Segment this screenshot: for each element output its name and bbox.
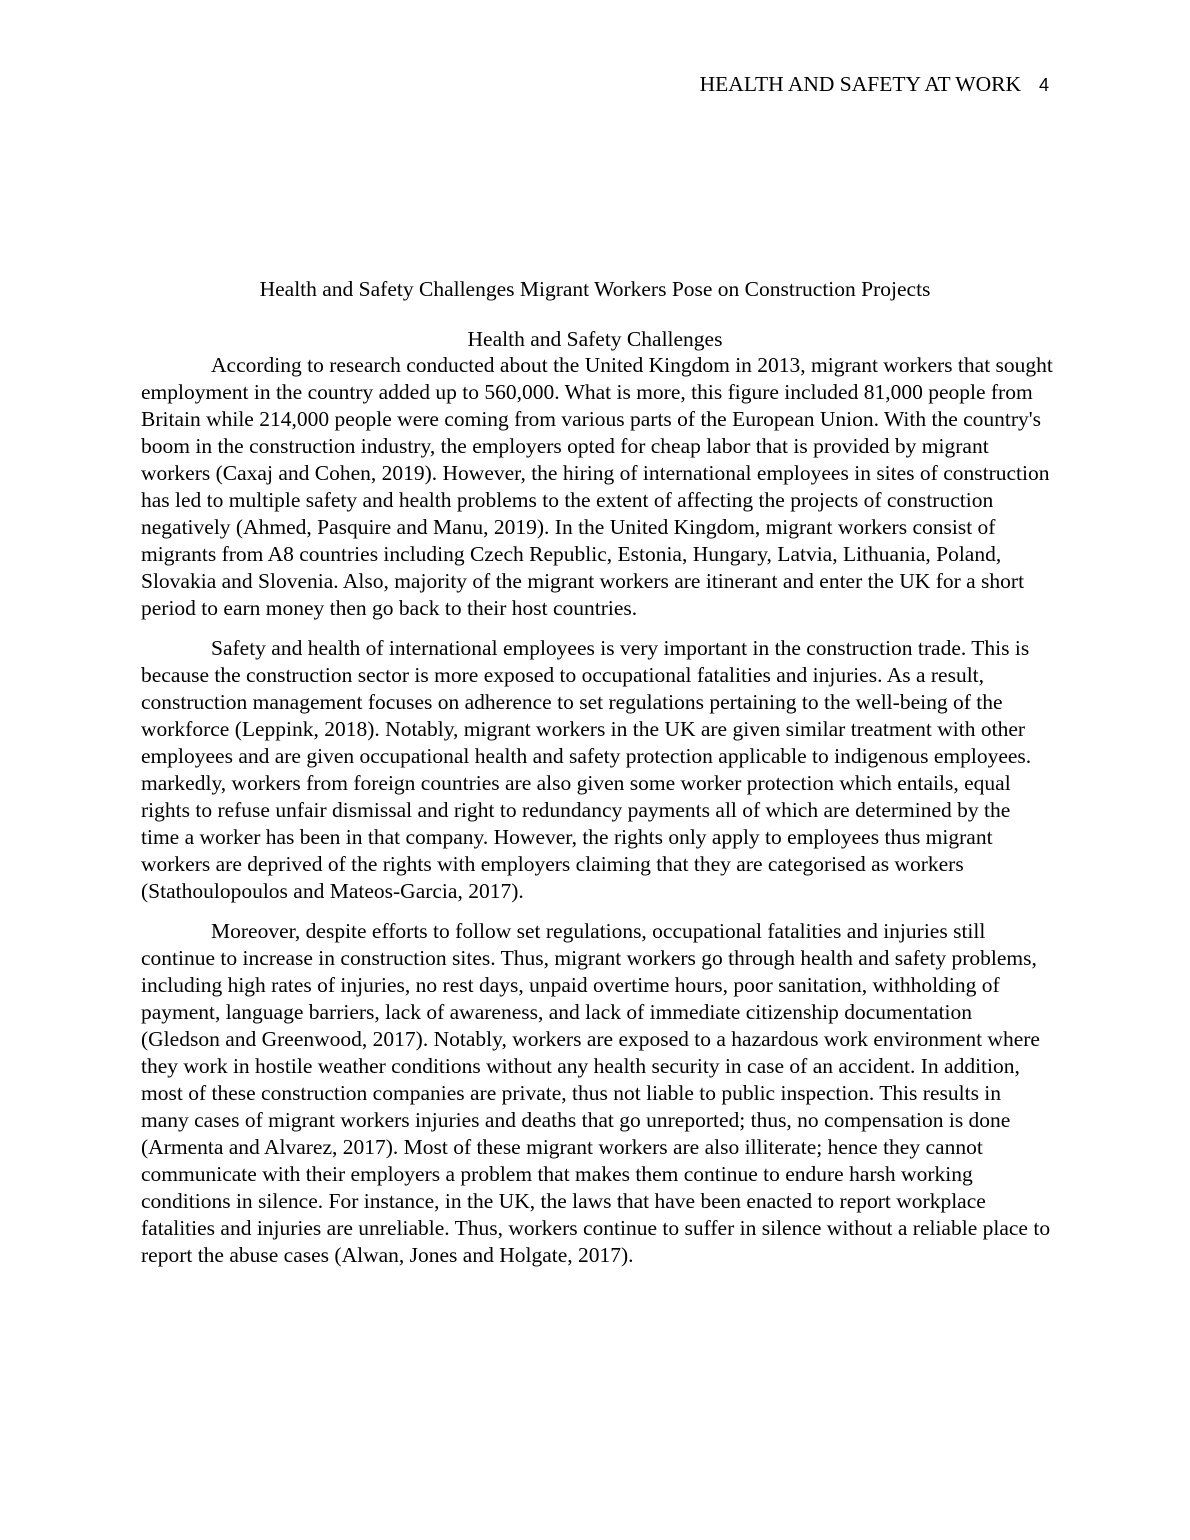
- document-title: Health and Safety Challenges Migrant Workers Pose on Construction Projects: [259, 277, 931, 301]
- paragraph-2: Safety and health of international employees is very important in the construction trade. This is because the construction sector is more exposed to occupational fatalities and injuries. As a result, construction management focuses on adherence to set regulations pertaining to the well-being of the workforce (Leppink, 2018). Notably, migrant workers in the UK are given similar treatment with other employees and are given occupational health and safety protection applicable to indigenous employees. markedly, workers from foreign countries are also given some worker protection which entails, equal rights to refuse unfair dismissal and right to redundancy payments all of which are determined by the time a worker has been in that company. However, the rights only apply to employees thus migrant workers are deprived of the rights with employers claiming that they are categorised as workers (Stathoulopoulos and Mateos-Garcia, 2017).: [141, 636, 1032, 903]
- running-head: [700, 70, 1049, 99]
- running-head-text: HEALTH AND SAFETY AT WORK: [699, 72, 1021, 96]
- body-text: [141, 352, 1053, 1282]
- paragraph-3: Moreover, despite efforts to follow set regulations, occupational fatalities and injuries still continue to increase in construction sites. Thus, migrant workers go through health and safety problems, including high rates of injuries, no rest days, unpaid overtime hours, poor sanitation, withholding of payment, language barriers, lack of awareness, and lack of immediate citizenship documentation (Gledson and Greenwood, 2017). Notably, workers are exposed to a hazardous work environment where they work in hostile weather conditions without any health security in case of an accident. In addition, most of these construction companies are private, thus not liable to public inspection. This results in many cases of migrant workers injuries and deaths that go unreported; thus, no compensation is done (Armenta and Alvarez, 2017). Most of these migrant workers are also illiterate; hence they cannot communicate with their employers a problem that makes them continue to endure harsh working conditions in silence. For instance, in the UK, the laws that have been enacted to report workplace fatalities and injuries are unreliable. Thus, workers continue to suffer in silence without a reliable place to report the abuse cases (Alwan, Jones and Holgate, 2017).: [141, 919, 1051, 1267]
- page-number: 4: [1038, 75, 1049, 95]
- paragraph-1: According to research conducted about the United Kingdom in 2013, migrant workers that sought employment in the country added up to 560,000. What is more, this figure included 81,000 people from Britain while 214,000 people were coming from various parts of the European Union. With the country's boom in the construction industry, the employers opted for cheap labor that is provided by migrant workers (Caxaj and Cohen, 2019). However, the hiring of international employees in sites of construction has led to multiple safety and health problems to the extent of affecting the projects of construction negatively (Ahmed, Pasquire and Manu, 2019). In the United Kingdom, migrant workers consist of migrants from A8 countries including Czech Republic, Estonia, Hungary, Latvia, Lithuania, Poland, Slovakia and Slovenia. Also, majority of the migrant workers are itinerant and enter the UK for a short period to earn money then go back to their host countries.: [141, 353, 1053, 620]
- section-heading: Health and Safety Challenges: [467, 327, 723, 351]
